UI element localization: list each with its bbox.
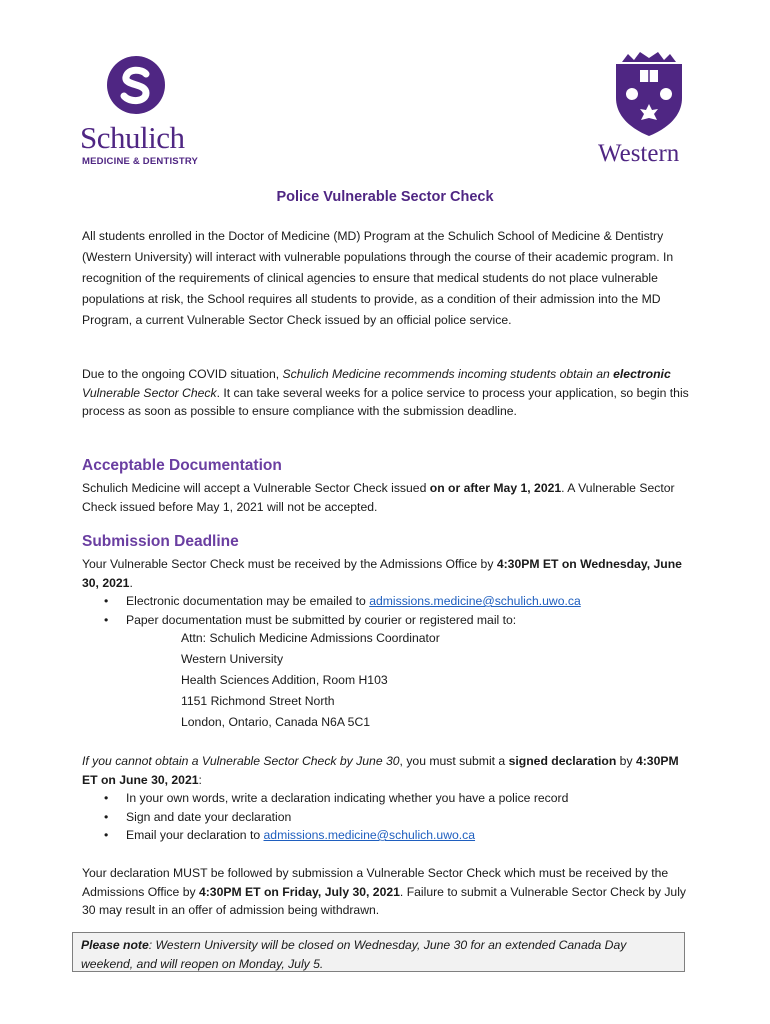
declaration-step-text: In your own words, write a declaration indicating whether you have a police record bbox=[126, 791, 569, 805]
address-line: Health Sciences Addition, Room H103 bbox=[181, 673, 388, 687]
bullet-icon: • bbox=[104, 809, 109, 824]
mailing-address bbox=[181, 628, 440, 733]
acceptable-text-1: Schulich Medicine will accept a Vulnerable Sector Check issued bbox=[82, 481, 430, 495]
followup-text-1: Your declaration MUST be followed by submission a Vulnerable Sector Check which must be received by the Admissions Office by bbox=[82, 866, 669, 899]
intro-paragraph: All students enrolled in the Doctor of Medicine (MD) Program at the Schulich School of Medicine & Dentistry (Western University) will interact with vulnerable populations through the course of their academic program. In recognition of the requirements of clinical agencies to ensure that medical students do not place vulnerable populations at risk, the School requires all students to provide, as a condition of their admission into the MD Program, a current Vulnerable Sector Check issued by an official police service. bbox=[82, 229, 674, 327]
declaration-text-2: by bbox=[616, 754, 636, 768]
note-text: : Western University will be closed on Wednesday, June 30 for an extended Canada Day weekend, and will reopen on Monday, July 5. bbox=[81, 938, 627, 971]
bullet-icon: • bbox=[104, 791, 109, 805]
western-wordmark: Western bbox=[598, 140, 680, 167]
list-item bbox=[82, 592, 702, 611]
page-title: Police Vulnerable Sector Check bbox=[276, 189, 494, 205]
declaration-text-1: , you must submit a bbox=[399, 754, 509, 768]
schulich-wordmark: Schulich bbox=[80, 120, 185, 155]
deadline-date: 4:30PM ET on Wednesday, June 30, 2021 bbox=[82, 557, 682, 590]
covid-bold-italic: electronic bbox=[613, 367, 671, 381]
acceptable-text-2: . A Vulnerable Sector Check issued before May 1, 2021 will not be accepted. bbox=[82, 481, 675, 514]
declaration-text-3: : bbox=[198, 772, 202, 787]
western-logo bbox=[592, 52, 707, 170]
list-item bbox=[82, 808, 702, 827]
declaration-italic: If you cannot obtain a Vulnerable Sector Check by June 30 bbox=[82, 754, 400, 768]
covid-text-2: . It can take several weeks for a police service to process your application, so begin this process as soon as possible to ensure compliance with the submission deadline. bbox=[82, 385, 689, 418]
deadline-text-1: Your Vulnerable Sector Check must be received by the Admissions Office by bbox=[82, 557, 497, 571]
bullet-icon: • bbox=[104, 828, 109, 842]
covid-italic-2: Vulnerable Sector Check bbox=[82, 385, 217, 400]
acceptable-documentation-heading: Acceptable Documentation bbox=[82, 457, 282, 474]
followup-deadline: 4:30PM ET on Friday, July 30, 2021 bbox=[198, 884, 400, 899]
western-shield-icon bbox=[614, 52, 684, 138]
covid-text-1: Due to the ongoing COVID situation, bbox=[82, 367, 283, 381]
declaration-deadline: 4:30PM ET on June 30, 2021 bbox=[82, 754, 679, 787]
signed-declaration-text: signed declaration bbox=[508, 754, 617, 768]
electronic-doc-text: Electronic documentation may be emailed to bbox=[126, 594, 370, 608]
covid-paragraph bbox=[82, 365, 690, 421]
acceptable-date: on or after May 1, 2021 bbox=[429, 481, 562, 495]
note-label: Please note bbox=[81, 938, 149, 952]
address-line: Attn: Schulich Medicine Admissions Coordinator bbox=[181, 631, 440, 645]
list-item bbox=[82, 826, 702, 845]
declaration-step-text: Sign and date your declaration bbox=[126, 809, 292, 824]
schulich-logo bbox=[80, 55, 210, 170]
list-item bbox=[82, 611, 702, 630]
address-line: Western University bbox=[181, 652, 284, 666]
deadline-paragraph bbox=[82, 555, 690, 592]
covid-italic-1: Schulich Medicine recommends incoming students obtain an bbox=[282, 367, 614, 381]
admissions-email-link[interactable]: admissions.medicine@schulich.uwo.ca bbox=[369, 594, 581, 608]
deadline-text-2: . bbox=[129, 575, 133, 590]
bullet-icon: • bbox=[104, 594, 109, 608]
schulich-s-emblem-icon bbox=[106, 55, 166, 115]
submission-deadline-heading: Submission Deadline bbox=[82, 533, 239, 550]
bullet-icon: • bbox=[104, 612, 109, 627]
declaration-email-text: Email your declaration to bbox=[126, 828, 264, 842]
paper-doc-text: Paper documentation must be submitted by courier or registered mail to: bbox=[126, 612, 517, 627]
address-line: London, Ontario, Canada N6A 5C1 bbox=[181, 715, 371, 729]
please-note-box bbox=[72, 932, 685, 972]
declaration-email-link[interactable]: admissions.medicine@schulich.uwo.ca bbox=[263, 828, 476, 842]
schulich-subtitle: MEDICINE & DENTISTRY bbox=[82, 156, 199, 167]
followup-paragraph bbox=[82, 864, 690, 920]
submission-methods-list bbox=[82, 592, 702, 629]
followup-text-2: . Failure to submit a Vulnerable Sector Check by July 30 may result in an offer of admission being withdrawn. bbox=[82, 884, 687, 917]
declaration-steps-list bbox=[82, 789, 702, 845]
acceptable-paragraph bbox=[82, 479, 690, 516]
address-line: 1151 Richmond Street North bbox=[181, 694, 335, 708]
declaration-paragraph bbox=[82, 752, 690, 789]
list-item bbox=[82, 789, 702, 808]
